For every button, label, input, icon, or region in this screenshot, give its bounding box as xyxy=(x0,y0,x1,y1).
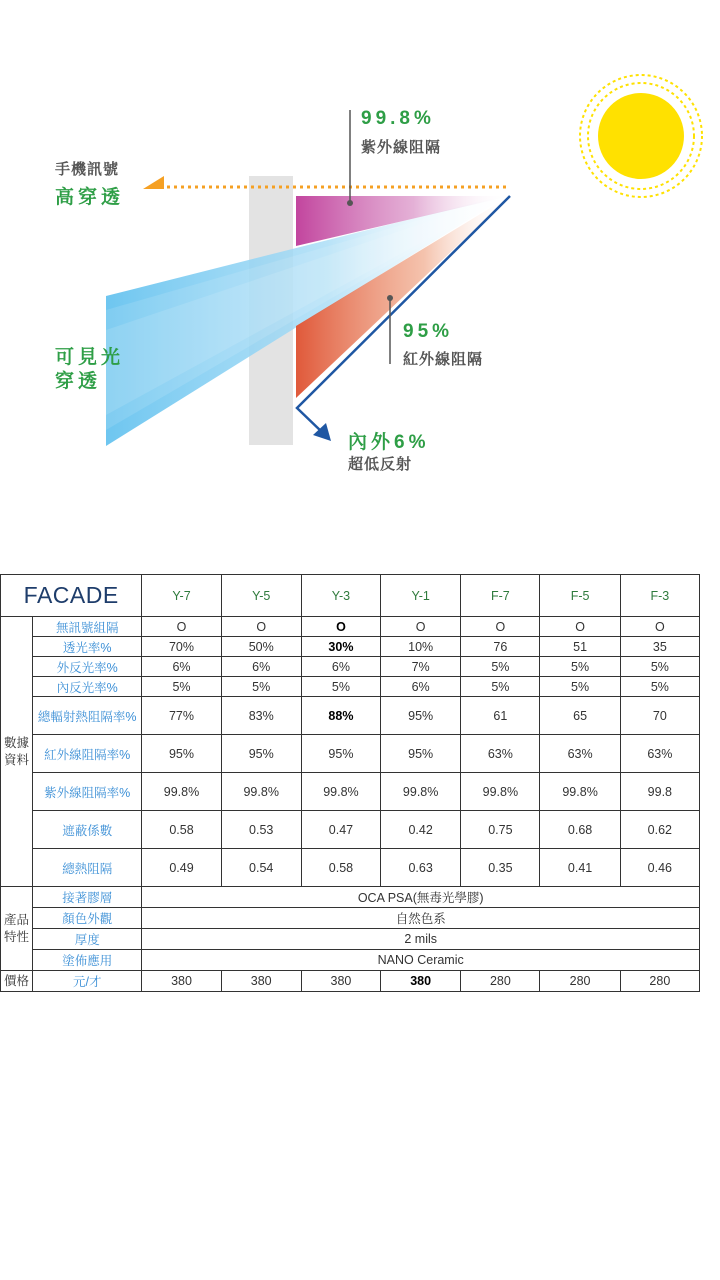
table-cell: 5% xyxy=(461,657,540,677)
column-header: F-7 xyxy=(461,575,540,617)
table-row xyxy=(1,908,700,929)
uv-callout xyxy=(347,110,353,206)
row-label: 透光率% xyxy=(33,637,142,657)
table-cell: 380 xyxy=(301,971,380,992)
table-row xyxy=(1,773,700,811)
table-cell: 99.8% xyxy=(540,773,620,811)
column-header: Y-7 xyxy=(142,575,221,617)
uv-value: 99.8% xyxy=(361,108,435,129)
table-cell: 5% xyxy=(142,677,221,697)
spec-table xyxy=(0,574,700,992)
table-cell: 0.46 xyxy=(620,849,699,887)
table-cell: O xyxy=(620,617,699,637)
table-cell: 99.8% xyxy=(461,773,540,811)
table-cell: 63% xyxy=(540,735,620,773)
table-cell: 0.47 xyxy=(301,811,380,849)
table-row xyxy=(1,811,700,849)
row-label: 內反光率% xyxy=(33,677,142,697)
table-row xyxy=(1,697,700,735)
group-label-data: 數據資料 xyxy=(1,617,33,887)
table-cell: 30% xyxy=(301,637,380,657)
table-cell: 5% xyxy=(301,677,380,697)
table-row xyxy=(1,735,700,773)
table-cell: 280 xyxy=(461,971,540,992)
table-row xyxy=(1,887,700,908)
table-cell: 0.35 xyxy=(461,849,540,887)
window-film-diagram xyxy=(0,0,720,520)
row-label: 塗佈應用 xyxy=(33,950,142,971)
table-cell: 99.8% xyxy=(301,773,380,811)
table-cell: 83% xyxy=(221,697,301,735)
row-label: 厚度 xyxy=(33,929,142,950)
row-label: 遮蔽係數 xyxy=(33,811,142,849)
spec-table-body xyxy=(1,575,700,992)
table-cell: OCA PSA(無毒光學膠) xyxy=(142,887,700,908)
table-cell: 6% xyxy=(381,677,461,697)
row-label: 元/才 xyxy=(33,971,142,992)
table-cell: 95% xyxy=(381,697,461,735)
table-cell: 0.53 xyxy=(221,811,301,849)
column-header: F-3 xyxy=(620,575,699,617)
table-cell: 95% xyxy=(301,735,380,773)
table-cell: 380 xyxy=(142,971,221,992)
row-label: 紫外線阻隔率% xyxy=(33,773,142,811)
signal-arrow-icon xyxy=(143,176,510,189)
table-cell: 51 xyxy=(540,637,620,657)
column-header: Y-3 xyxy=(301,575,380,617)
row-label: 總輻射熱阻隔率% xyxy=(33,697,142,735)
table-cell: 95% xyxy=(381,735,461,773)
table-cell: 88% xyxy=(301,697,380,735)
column-header: Y-5 xyxy=(221,575,301,617)
table-cell: O xyxy=(540,617,620,637)
table-cell: 63% xyxy=(620,735,699,773)
column-header: Y-1 xyxy=(381,575,461,617)
table-cell: 0.54 xyxy=(221,849,301,887)
table-cell: 5% xyxy=(540,677,620,697)
table-row xyxy=(1,617,700,637)
table-cell: 5% xyxy=(620,677,699,697)
table-cell: 280 xyxy=(540,971,620,992)
table-cell: O xyxy=(142,617,221,637)
ir-label: 紅外線阻隔 xyxy=(403,351,484,368)
table-cell: 380 xyxy=(221,971,301,992)
table-cell: 自然色系 xyxy=(142,908,700,929)
table-cell: 63% xyxy=(461,735,540,773)
ir-value: 95% xyxy=(403,321,454,342)
table-row xyxy=(1,929,700,950)
table-cell: 0.49 xyxy=(142,849,221,887)
group-label-price: 價格 xyxy=(1,971,33,992)
table-cell: 5% xyxy=(461,677,540,697)
table-cell: 95% xyxy=(221,735,301,773)
row-label: 紅外線阻隔率% xyxy=(33,735,142,773)
signal-label: 手機訊號 xyxy=(55,161,120,178)
brand-title: FACADE xyxy=(1,575,142,617)
table-cell: 7% xyxy=(381,657,461,677)
table-cell: 0.58 xyxy=(301,849,380,887)
table-cell: 2 mils xyxy=(142,929,700,950)
table-cell: 77% xyxy=(142,697,221,735)
price-row xyxy=(1,971,700,992)
signal-penetration-label: 高穿透 xyxy=(55,187,125,208)
table-cell: 0.62 xyxy=(620,811,699,849)
table-header-row xyxy=(1,575,700,617)
table-cell: 380 xyxy=(381,971,461,992)
row-label: 接著膠層 xyxy=(33,887,142,908)
table-row xyxy=(1,849,700,887)
table-cell: 0.75 xyxy=(461,811,540,849)
table-cell: O xyxy=(221,617,301,637)
table-cell: 0.68 xyxy=(540,811,620,849)
sun-icon xyxy=(580,75,702,197)
visible-light-label: 可見光 xyxy=(55,347,125,368)
row-label: 無訊號組隔 xyxy=(33,617,142,637)
table-row xyxy=(1,950,700,971)
table-cell: 50% xyxy=(221,637,301,657)
visible-penetration-label: 穿透 xyxy=(55,371,102,392)
row-label: 外反光率% xyxy=(33,657,142,677)
table-cell: 99.8% xyxy=(381,773,461,811)
row-label: 總熱阻隔 xyxy=(33,849,142,887)
table-cell: 0.58 xyxy=(142,811,221,849)
table-cell: 6% xyxy=(301,657,380,677)
table-cell: 0.41 xyxy=(540,849,620,887)
table-cell: 6% xyxy=(142,657,221,677)
table-cell: 70% xyxy=(142,637,221,657)
table-cell: 0.63 xyxy=(381,849,461,887)
uv-label: 紫外線阻隔 xyxy=(361,139,442,156)
table-row xyxy=(1,637,700,657)
table-cell: 99.8 xyxy=(620,773,699,811)
table-cell: O xyxy=(301,617,380,637)
table-cell: NANO Ceramic xyxy=(142,950,700,971)
table-cell: 95% xyxy=(142,735,221,773)
table-row xyxy=(1,677,700,697)
group-label-product: 產品特性 xyxy=(1,887,33,971)
table-cell: 70 xyxy=(620,697,699,735)
row-label: 顏色外觀 xyxy=(33,908,142,929)
table-cell: O xyxy=(381,617,461,637)
table-cell: 65 xyxy=(540,697,620,735)
column-header: F-5 xyxy=(540,575,620,617)
table-cell: 35 xyxy=(620,637,699,657)
table-cell: 280 xyxy=(620,971,699,992)
reflection-label: 超低反射 xyxy=(348,456,413,473)
table-cell: 0.42 xyxy=(381,811,461,849)
table-cell: 76 xyxy=(461,637,540,657)
table-cell: O xyxy=(461,617,540,637)
table-cell: 61 xyxy=(461,697,540,735)
table-cell: 5% xyxy=(540,657,620,677)
table-row xyxy=(1,657,700,677)
table-cell: 6% xyxy=(221,657,301,677)
table-cell: 5% xyxy=(221,677,301,697)
reflection-value: 內外6% xyxy=(348,432,430,453)
table-cell: 10% xyxy=(381,637,461,657)
table-cell: 99.8% xyxy=(142,773,221,811)
table-cell: 99.8% xyxy=(221,773,301,811)
table-cell: 5% xyxy=(620,657,699,677)
